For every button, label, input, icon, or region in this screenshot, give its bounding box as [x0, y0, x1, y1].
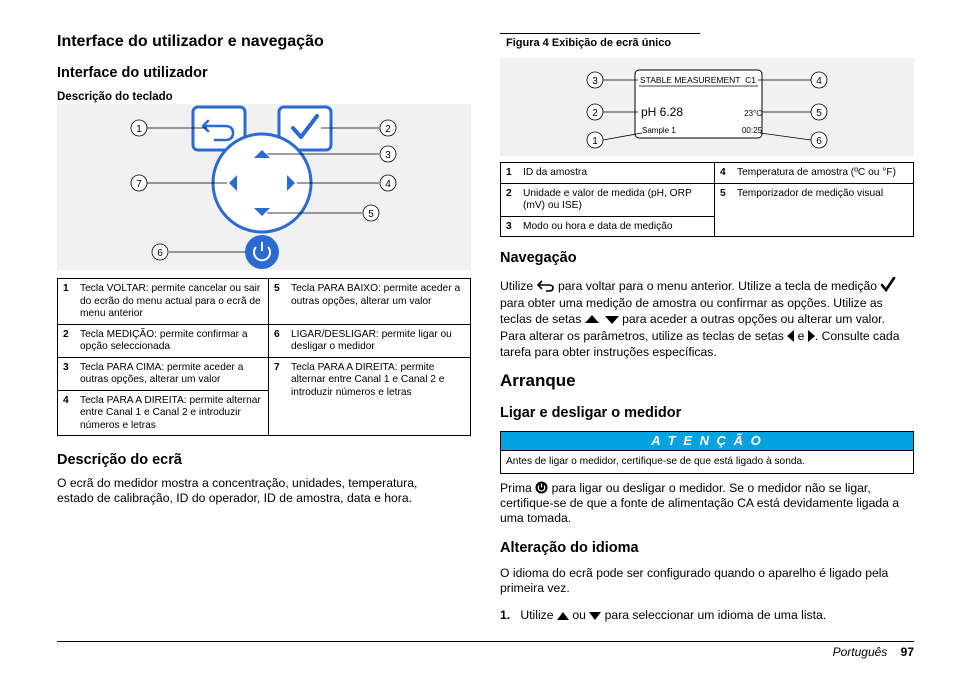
callout-6: 6: [816, 136, 822, 147]
subsection-title: Ligar e desligar o medidor: [500, 405, 682, 421]
subsection-title: Alteração do idioma: [500, 540, 639, 556]
footer-language: Português: [832, 645, 888, 659]
step-1: 1. Utilize ou para seleccionar um idioma de uma lista.: [500, 608, 827, 622]
language-paragraph: O idioma do ecrã pode ser configurado quando o aparelho é ligado pela primeira vez.: [500, 566, 889, 595]
down-arrow-icon: [589, 612, 601, 621]
power-paragraph: Prima para ligar ou desligar o medidor. Se o medidor não se ligar, certifique-se de que a fonte de alimentação CA está devidamente ligada a uma tomada.: [500, 481, 900, 525]
table-row: 2 Unidade e valor de medida (pH, ORP (mV) ou ISE) 5 Temporizador de medição visual: [501, 183, 914, 216]
callout-4: 4: [816, 76, 822, 87]
channel-text: C1: [745, 75, 756, 85]
mode-text: STABLE MEASUREMENT: [640, 75, 741, 85]
keypad-figure: [57, 104, 471, 270]
callout-3: 3: [592, 76, 598, 87]
checkmark-icon: [880, 277, 896, 292]
table-row: 1 Tecla VOLTAR: permite cancelar ou sair do ecrão do menu actual para o ecrã de menu anterior 5 Tecla PARA BAIXO: permite aceder a outras opções, alterar um valor: [58, 279, 471, 325]
callout-5: 5: [368, 209, 374, 220]
measurement-value: pH 6.28: [641, 105, 684, 119]
timer-text: 00:25: [741, 126, 762, 135]
callout-7: 7: [136, 179, 142, 190]
warning-text: Antes de ligar o medidor, certifique-se de que está ligado à sonda.: [500, 450, 914, 474]
callout-5: 5: [816, 108, 822, 119]
callout-3: 3: [385, 150, 391, 161]
figure-caption: Figura 4 Exibição de ecrã único: [506, 37, 672, 49]
callout-2: 2: [592, 108, 598, 119]
footer: [833, 643, 914, 661]
left-arrow-icon: [787, 330, 794, 342]
section-title: Arranque: [500, 371, 576, 390]
warning-title: A T E N Ç Ã O: [500, 431, 914, 450]
subsection-title: Navegação: [500, 250, 577, 266]
figure-rule: [500, 33, 700, 34]
table-row: 3 Tecla PARA CIMA: permite aceder a outras opções, alterar um valor 7 Tecla PARA A DIREITA: permite alternar entre Canal 1 e Canal 2 e introduzir números e letras: [58, 357, 471, 390]
sample-id-text: Sample 1: [642, 126, 676, 135]
keypad-legend-table: [57, 278, 471, 436]
footer-rule: [57, 641, 914, 642]
table-row: 3 Modo ou hora e data de medição: [501, 216, 914, 237]
keypad-heading: Descrição do teclado: [57, 91, 173, 103]
back-icon: [537, 279, 555, 292]
up-arrow-icon: [557, 612, 569, 621]
temperature-text: 23°C: [744, 109, 762, 118]
subsection-title: Descrição do ecrã: [57, 452, 182, 468]
paragraph: O ecrã do medidor mostra a concentração, unidades, temperatura, estado de calibração, ID do operador, ID de amostra, data e hora.: [57, 476, 418, 505]
screen-legend-table: [500, 162, 914, 237]
screen-figure: [500, 58, 914, 156]
callout-1: 1: [592, 136, 598, 147]
callout-6: 6: [157, 248, 163, 259]
subsection-title: Interface do utilizador: [57, 65, 208, 81]
up-down-arrows-icon: [585, 314, 619, 325]
page-number: 97: [900, 645, 914, 659]
callout-1: 1: [136, 124, 142, 135]
callout-4: 4: [385, 179, 391, 190]
power-key: [245, 235, 279, 269]
warning-box: [500, 431, 914, 474]
power-icon: [535, 481, 548, 494]
navigation-paragraph: Utilize para voltar para o menu anterior. Utilize a tecla de medição para obter uma medição de amostra ou confirmar as opções. Utilize as teclas de setas para aceder a outras opções ou alterar um valor. Para alterar os parâmetros, utilize as teclas de setas e . Consulte cada tarefa para obter instruções específicas.: [500, 279, 900, 359]
table-row: 2 Tecla MEDIÇÃO: permite confirmar a opção seleccionada 6 LIGAR/DESLIGAR: permite ligar ou desligar o medidor: [58, 324, 471, 357]
table-row: 4 Tecla PARA A DIREITA: permite alternar entre Canal 1 e Canal 2 e introduzir números e letras: [58, 390, 471, 436]
section-title: Interface do utilizador e navegação: [57, 33, 324, 50]
callout-2: 2: [385, 124, 391, 135]
arrow-pad: [213, 134, 311, 232]
right-arrow-icon: [808, 330, 815, 342]
table-row: 1 ID da amostra 4 Temperatura de amostra (ºC ou °F): [501, 163, 914, 184]
